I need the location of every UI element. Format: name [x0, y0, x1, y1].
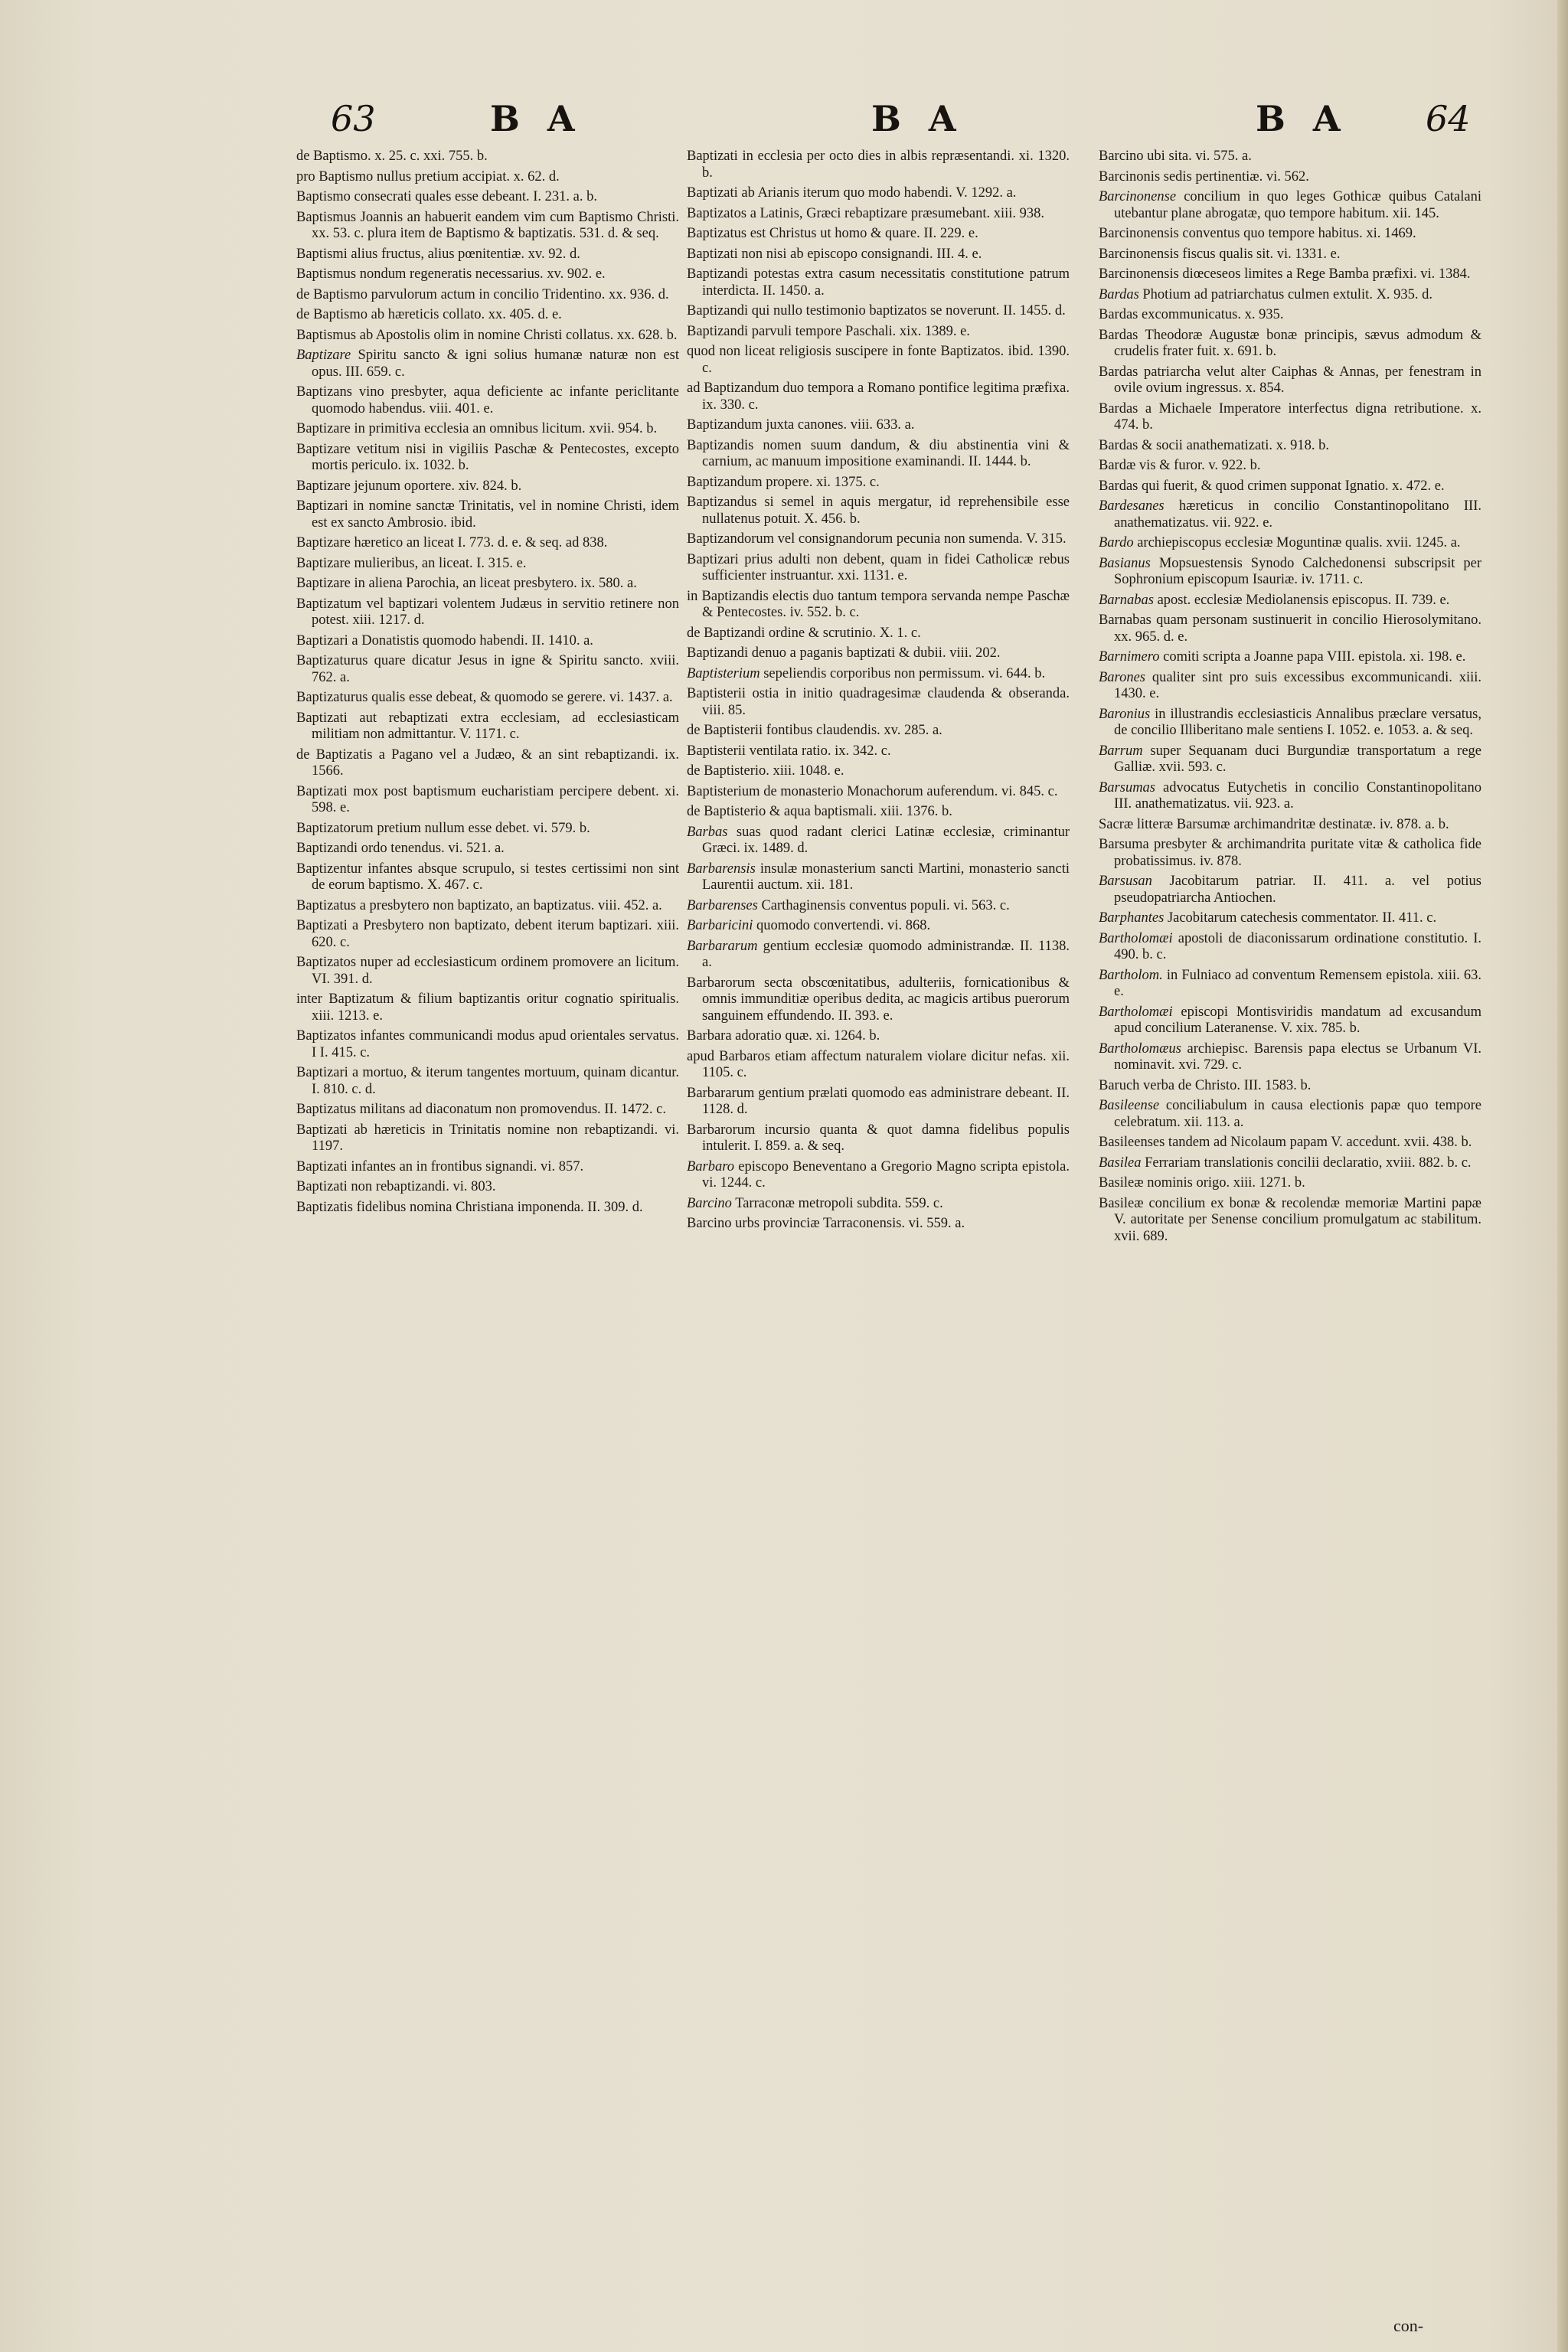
index-entry: [687, 324, 1070, 341]
index-entry: [296, 1159, 679, 1176]
index-entry-text: apud Barbaros etiam affectum naturalem violare dicitur nefas. xii. 1105. c.: [687, 1048, 1070, 1080]
index-entry-text: Baptismus nondum regeneratis necessarius. xv. 902. e.: [296, 266, 606, 282]
index-entry: [687, 149, 1070, 181]
index-entry: [296, 535, 679, 552]
index-entry-text: Baptizare in aliena Parochia, an liceat presbytero. ix. 580. a.: [296, 576, 637, 591]
index-entry-text: Baptizari prius adulti non debent, quam in fidei Catholicæ rebus sufficienter instruantur. xxi. 1131. e.: [687, 551, 1070, 583]
index-entry-text: de Baptismo. x. 25. c. xxi. 755. b.: [296, 149, 488, 164]
index-lemma: Barrum: [1099, 743, 1143, 759]
index-entry-text: Baptizatus militans ad diaconatum non promovendus. II. 1472. c.: [296, 1102, 666, 1117]
index-entry: [1099, 266, 1481, 283]
index-entry: [687, 825, 1070, 858]
index-entry: [296, 784, 679, 817]
index-entry-text: de Baptismo ab hæreticis collato. xx. 405. d. e.: [296, 307, 562, 322]
index-entry: [296, 991, 679, 1024]
index-lemma: Bartholomæi: [1099, 1004, 1173, 1020]
index-entry: [687, 939, 1070, 972]
index-entry-text: Bardas excommunicatus. x. 935.: [1099, 307, 1284, 322]
index-entry: [296, 328, 679, 345]
index-entry-text: de Baptisterii fontibus claudendis. xv. 285. a.: [687, 723, 942, 738]
index-lemma: Barbararum: [687, 938, 758, 954]
index-entry-text: Baptizandi potestas extra casum necessitatis constitutione patrum interdicta. II. 1450. a.: [687, 266, 1070, 299]
index-entry-text: Baptizandis nomen suum dandum, & diu abstinentia vini & carnium, ac manuum impositione examinandi. II. 1444. b.: [687, 437, 1070, 469]
index-entry: [296, 690, 679, 707]
index-entry-text: Barcinonensis fiscus qualis sit. vi. 1331. e.: [1099, 246, 1341, 262]
index-entry-text: Barcinonis sedis pertinentiæ. vi. 562.: [1099, 168, 1309, 185]
index-entry-text: Baptizatis fidelibus nomina Christiana imponenda. II. 309. d.: [296, 1199, 643, 1215]
index-entry: [296, 266, 679, 283]
index-entry-text: advocatus Eutychetis in concilio Constantinopolitano III. anathematizatus. vii. 923. a.: [1114, 779, 1481, 812]
index-entry-text: Baptizatorum pretium nullum esse debet. vi. 579. b.: [296, 820, 590, 836]
index-entry: [687, 763, 1070, 780]
index-column-3: [1099, 149, 1481, 1249]
index-entry: [687, 381, 1070, 413]
index-entry-text: Baptizari a mortuo, & iterum tangentes mortuum, quinam dicantur. I. 810. c. d.: [296, 1065, 679, 1097]
index-entry-text: Bardas patriarcha velut alter Caiphas & Annas, per fenestram in ovile ovium ingressus. x. 854.: [1099, 364, 1481, 396]
index-entry: [296, 861, 679, 894]
index-entry-text: Baptismo consecrati quales esse debeant. I. 231. a. b.: [296, 189, 598, 204]
index-entry: [296, 1028, 679, 1061]
index-entry-text: Baruch verba de Christo. III. 1583. b.: [1099, 1077, 1312, 1093]
index-column-1: [296, 149, 679, 1220]
index-entry: [296, 821, 679, 838]
index-entry-text: Carthaginensis conventus populi. vi. 563. c.: [757, 897, 1010, 913]
right-page-number: 64: [1426, 98, 1471, 139]
index-entry-text: Baptismus Joannis an habuerit eandem vim cum Baptismo Christi. xx. 53. c. plura item de Baptismo & baptizatis. 531. d. & seq.: [296, 209, 679, 241]
left-column-heading: B A: [490, 98, 583, 139]
index-entry-text: conciliabulum in causa electionis papæ quo tempore celebratum. xii. 113. a.: [1114, 1098, 1481, 1130]
index-entry-text: qualiter sint pro suis excessibus excommunicandi. xiii. 1430. e.: [1114, 669, 1481, 701]
index-entry: [296, 1065, 679, 1098]
index-entry: [687, 344, 1070, 377]
index-entry-text: Barcino ubi sita. vi. 575. a.: [1099, 149, 1252, 164]
index-entry: [296, 149, 679, 165]
index-entry-text: pro Baptismo nullus pretium accipiat. x. 62. d.: [296, 168, 560, 185]
index-entry: [687, 743, 1070, 760]
index-entry-text: episcopo Beneventano a Gregorio Magno scripta epistola. vi. 1244. c.: [702, 1158, 1070, 1191]
index-entry-text: Baptizare in primitiva ecclesia an omnibus licitum. xvii. 954. b.: [296, 421, 658, 436]
index-entry: [687, 185, 1070, 202]
index-entry-text: de Baptisterio & aqua baptismali. xiii. 1376. b.: [687, 804, 952, 819]
index-entry-text: de Baptizatis a Pagano vel a Judæo, & an sint rebaptizandi. ix. 1566.: [296, 746, 679, 779]
right-column-heading: B A: [1256, 98, 1348, 139]
index-entry: [687, 1196, 1070, 1213]
index-entry: [1099, 189, 1481, 222]
index-entry: [296, 710, 679, 743]
index-entry: [1099, 837, 1481, 870]
index-entry: [1099, 743, 1481, 776]
index-entry: [1099, 328, 1481, 361]
index-entry: [296, 898, 679, 915]
index-lemma: Barphantes: [1099, 910, 1165, 926]
index-entry: [687, 686, 1070, 719]
index-entry-text: Baptisterii ostia in initio quadragesimæ claudenda & obseranda. viii. 85.: [687, 686, 1070, 718]
index-entry: [687, 438, 1070, 471]
index-lemma: Barcinonense: [1099, 189, 1177, 204]
index-entry: [1099, 226, 1481, 243]
index-entry: [296, 841, 679, 858]
index-entry: [296, 1122, 679, 1155]
index-entry: [687, 861, 1070, 894]
index-entry: [1099, 498, 1481, 531]
index-entry: [1099, 593, 1481, 609]
index-entry-text: Baptizans vino presbyter, aqua deficiente ac infante periclitante quomodo habendus. viii. 401. e.: [296, 384, 679, 416]
index-lemma: Baptizare: [296, 348, 351, 363]
index-entry-text: inter Baptizatum & filium baptizantis oritur cognatio spiritualis. xiii. 1213. e.: [296, 991, 679, 1024]
index-entry-text: Baptizatus est Christus ut homo & quare. II. 229. e.: [687, 226, 978, 241]
index-lemma: Bardas: [1099, 286, 1139, 302]
index-entry: [687, 784, 1070, 801]
index-entry: [687, 1159, 1070, 1192]
index-entry-text: Baptizaturus qualis esse debeat, & quomodo se gerere. vi. 1437. a.: [296, 690, 673, 705]
index-entry: [296, 210, 679, 243]
page-edge: [1557, 0, 1568, 2352]
index-entry-text: Barnabas quam personam sustinuerit in concilio Hierosolymitano. xx. 965. d. e.: [1099, 612, 1481, 645]
index-entry-text: Baptizatum vel baptizari volentem Judæus in servitio retinere non potest. xiii. 1217. d.: [296, 596, 679, 628]
index-entry-text: Basileæ concilium ex bonæ & recolendæ memoriæ Martini papæ V. autoritate per Senense concilium promulgatum ac stabilitum. xvii. 689.: [1099, 1195, 1481, 1244]
index-entry-text: Baptisterii ventilata ratio. ix. 342. c.: [687, 743, 891, 759]
index-entry-text: Baptizare mulieribus, an liceat. I. 315. e.: [296, 555, 527, 571]
index-entry: [687, 303, 1070, 320]
index-entry: [687, 589, 1070, 622]
index-entry-text: Jacobitarum patriar. II. 411. a. vel potius pseudopatriarcha Antiochen.: [1114, 874, 1481, 906]
index-entry: [687, 804, 1070, 821]
index-entry: [1099, 247, 1481, 263]
index-entry: [1099, 307, 1481, 324]
index-entry: [687, 531, 1070, 548]
index-entry: [687, 495, 1070, 528]
left-page-number: 63: [331, 98, 376, 139]
index-entry: [296, 479, 679, 495]
index-entry: [296, 653, 679, 686]
index-entry: [1099, 931, 1481, 964]
index-entry: [1099, 1041, 1481, 1074]
index-entry: [296, 442, 679, 475]
index-lemma: Bartholomæus: [1099, 1040, 1181, 1057]
index-entry: [296, 287, 679, 304]
index-entry: [687, 645, 1070, 662]
index-entry-text: Baptizandum propere. xi. 1375. c.: [687, 474, 880, 490]
index-entry: [1099, 1098, 1481, 1131]
index-entry-text: Ferrariam translationis concilii declaratio, xviii. 882. b. c.: [1141, 1155, 1472, 1171]
index-entry-text: Baptizaturus quare dicatur Jesus in igne & Spiritu sancto. xviii. 762. a.: [296, 653, 679, 685]
index-entry: [296, 1102, 679, 1119]
index-entry-text: Baptizati non rebaptizandi. vi. 803.: [296, 1179, 496, 1194]
index-entry-text: Barbarorum secta obscœnitatibus, adulteriis, fornicationibus & omnis immunditiæ operibus dedita, ac magicis artibus puerorum sanguinem effundendo. II. 393. e.: [687, 975, 1070, 1024]
index-entry: [687, 417, 1070, 434]
index-entry-text: ad Baptizandum duo tempora a Romano pontifice legitima præfixa. ix. 330. c.: [687, 381, 1070, 413]
index-entry: [687, 266, 1070, 299]
index-entry-text: insulæ monasterium sancti Martini, monasterio sancti Laurentii auctum. xii. 181.: [702, 861, 1070, 893]
index-entry-text: apostoli de diaconissarum ordinatione constitutio. I. 490. b. c.: [1114, 930, 1481, 962]
index-entry-text: Jacobitarum catechesis commentator. II. 411. c.: [1164, 910, 1437, 926]
index-entry: [296, 556, 679, 573]
index-entry: [687, 723, 1070, 740]
index-entry: [1099, 364, 1481, 397]
index-lemma: Barsusan: [1099, 874, 1152, 889]
index-entry-text: Spiritu sancto & igni solius humanæ naturæ non est opus. III. 659. c.: [312, 348, 679, 380]
index-entry-text: Baptizandi parvuli tempore Paschali. xix. 1389. e.: [687, 323, 970, 339]
index-entry-text: Baptizati mox post baptismum eucharistiam percipere debent. xi. 598. e.: [296, 783, 679, 815]
index-entry: [1099, 401, 1481, 434]
index-entry-text: Baptizatus a presbytero non baptizato, an baptizatus. viii. 452. a.: [296, 897, 662, 913]
index-entry-text: Barcino urbs provinciæ Tarraconensis. vi. 559. a.: [687, 1216, 965, 1231]
index-entry: [687, 1049, 1070, 1082]
index-entry: [1099, 910, 1481, 927]
index-entry-text: Baptizari in nomine sanctæ Trinitatis, vel in nomine Christi, idem est ex sancto Ambrosio. ibid.: [296, 498, 679, 531]
index-entry-text: Basileenses tandem ad Nicolaum papam V. accedunt. xvii. 438. b.: [1099, 1135, 1472, 1150]
index-entry-text: Baptizatos infantes communicandi modus apud orientales servatus. I I. 415. c.: [296, 1028, 679, 1060]
index-entry-text: Baptismus ab Apostolis olim in nomine Christi collatus. xx. 628. b.: [296, 327, 678, 343]
index-entry-text: Baptizati ab Arianis iterum quo modo habendi. V. 1292. a.: [687, 185, 1017, 201]
index-entry-text: Barcinonensis diœceseos limites a Rege Bamba præfixi. vi. 1384.: [1099, 266, 1471, 282]
index-entry: [1099, 649, 1481, 666]
index-entry: [1099, 149, 1481, 165]
index-entry-text: concilium in quo leges Gothicæ quibus Catalani utebantur plane abrogatæ, quo tempore habitum. xii. 145.: [1114, 189, 1481, 221]
index-lemma: Barnabas: [1099, 592, 1154, 608]
index-entry: [1099, 1004, 1481, 1037]
index-lemma: Baptisterium: [687, 665, 760, 681]
index-lemma: Barbaro: [687, 1158, 735, 1174]
index-entry: [296, 1179, 679, 1196]
index-entry: [1099, 612, 1481, 645]
index-lemma: Barbaricini: [687, 918, 753, 933]
index-entry: [687, 666, 1070, 683]
index-entry-text: in Fulniaco ad conventum Remensem epistola. xiii. 63. e.: [1114, 967, 1481, 999]
index-entry-text: Baptizatos nuper ad ecclesiasticum ordinem promovere an licitum. VI. 391. d.: [296, 955, 679, 987]
index-entry: [687, 206, 1070, 223]
index-entry: [296, 169, 679, 186]
index-entry: [296, 348, 679, 381]
index-entry: [687, 552, 1070, 585]
index-entry: [687, 626, 1070, 642]
center-column-heading: B A: [871, 98, 964, 139]
index-column-2: [687, 149, 1070, 1236]
index-lemma: Bartholom.: [1099, 967, 1163, 983]
index-entry: [687, 1122, 1070, 1155]
index-entry-text: archiepisc. Barensis papa electus se Urbanum VI. nominavit. xvi. 729. c.: [1114, 1040, 1481, 1073]
index-lemma: Basileense: [1099, 1098, 1160, 1113]
index-lemma: Barbarenses: [687, 897, 758, 913]
index-entry-text: Bardæ vis & furor. v. 922. b.: [1099, 458, 1261, 473]
index-entry: [1099, 670, 1481, 703]
index-entry-text: Baptizandi ordo tenendus. vi. 521. a.: [296, 841, 505, 856]
index-entry: [687, 975, 1070, 1025]
index-entry: [687, 247, 1070, 263]
index-entry: [1099, 458, 1481, 475]
index-entry: [1099, 1196, 1481, 1246]
index-entry: [296, 918, 679, 951]
index-entry: [1099, 874, 1481, 906]
index-entry-text: Bardas Theodoræ Augustæ bonæ principis, sævus admodum & crudelis frater fuit. x. 691. b.: [1099, 327, 1481, 359]
index-lemma: Barcino: [687, 1195, 732, 1211]
index-entry-text: in Baptizandis electis duo tantum tempora servanda nempe Paschæ & Pentecostes. iv. 552. b. c.: [687, 588, 1070, 620]
index-entry: [687, 1216, 1070, 1233]
index-entry-text: gentium ecclesiæ quomodo administrandæ. II. 1138. a.: [702, 938, 1070, 970]
index-entry: [296, 384, 679, 417]
index-entry-text: Baptizentur infantes absque scrupulo, si testes certissimi non sint de eorum baptismo. X. 467. c.: [296, 861, 679, 893]
index-lemma: Bardo: [1099, 535, 1134, 550]
index-entry: [687, 1028, 1070, 1045]
index-entry: [1099, 1155, 1481, 1172]
index-entry-text: comiti scripta a Joanne papa VIII. epistola. xi. 198. e.: [1159, 649, 1466, 665]
index-entry: [1099, 479, 1481, 495]
index-entry-text: Barbararum gentium prælati quomodo eas administrare debeant. II. 1128. d.: [687, 1085, 1070, 1117]
index-entry-text: Baptizandi denuo a paganis baptizati & dubii. viii. 202.: [687, 645, 1001, 661]
index-entry: [687, 226, 1070, 243]
index-entry: [296, 1200, 679, 1217]
index-lemma: Bartholomæi: [1099, 930, 1173, 946]
index-entry-text: de Baptisterio. xiii. 1048. e.: [687, 763, 844, 779]
index-lemma: Bardesanes: [1099, 498, 1165, 514]
index-entry: [296, 955, 679, 988]
index-entry-text: Barsuma presbyter & archimandrita puritate vitæ & catholica fide probatissimus. iv. 878.: [1099, 837, 1481, 869]
index-entry-text: Baptizare vetitum nisi in vigiliis Paschæ & Pentecostes, excepto mortis periculo. ix. 1032. b.: [296, 441, 679, 473]
index-entry-text: Baptizatos a Latinis, Græci rebaptizare præsumebant. xiii. 938.: [687, 205, 1044, 221]
index-entry: [1099, 535, 1481, 552]
index-entry-text: Sacræ litteræ Barsumæ archimandritæ destinatæ. iv. 878. a. b.: [1099, 816, 1449, 832]
index-entry-text: Baptizare hæretico an liceat I. 773. d. e. & seq. ad 838.: [296, 535, 608, 550]
index-entry-text: Mopsuestensis Synodo Calchedonensi subscripsit per Sophronium episcopum Isauriæ. iv. 1711. c.: [1114, 555, 1481, 587]
index-entry: [1099, 1078, 1481, 1095]
index-entry: [1099, 1175, 1481, 1192]
index-entry-text: Basileæ nominis origo. xiii. 1271. b.: [1099, 1175, 1305, 1191]
index-entry-text: Bardas a Michaele Imperatore interfectus digna retributione. x. 474. b.: [1099, 400, 1481, 433]
index-entry-text: Bardas qui fuerit, & quod crimen supponat Ignatio. x. 472. e.: [1099, 478, 1445, 494]
index-entry: [1099, 707, 1481, 740]
index-entry-text: Baptizandus si semel in aquis mergatur, id reprehensibile esse nullatenus potuit. X. 456. b.: [687, 495, 1070, 527]
index-entry-text: de Baptizandi ordine & scrutinio. X. 1. c.: [687, 625, 921, 641]
index-entry: [296, 576, 679, 593]
index-lemma: Barones: [1099, 669, 1145, 685]
index-lemma: Barsumas: [1099, 779, 1156, 795]
index-entry-text: Photium ad patriarchatus culmen extulit. X. 935. d.: [1138, 286, 1433, 302]
index-entry-text: quomodo convertendi. vi. 868.: [753, 918, 931, 933]
index-entry-text: episcopi Montisviridis mandatum ad excusandum apud concilium Lateranense. V. xix. 785. b.: [1114, 1004, 1481, 1036]
index-entry-text: Baptizandum juxta canones. viii. 633. a.: [687, 417, 915, 433]
index-entry: [1099, 556, 1481, 589]
catchword: con-: [1393, 2316, 1424, 2335]
index-entry-text: Baptizandi qui nullo testimonio baptizatos se noverunt. II. 1455. d.: [687, 303, 1066, 318]
index-entry-text: Baptizare jejunum oportere. xiv. 824. b.: [296, 478, 522, 494]
index-entry-text: Baptizari a Donatistis quomodo habendi. II. 1410. a.: [296, 632, 593, 648]
index-lemma: Barbarensis: [687, 861, 756, 877]
index-entry: [296, 421, 679, 438]
index-entry-text: super Sequanam duci Burgundiæ transportatum a rege Galliæ. xvii. 593. c.: [1114, 743, 1481, 775]
index-entry-text: Barbara adoratio quæ. xi. 1264. b.: [687, 1028, 880, 1044]
index-entry: [1099, 968, 1481, 1001]
index-entry: [1099, 169, 1481, 186]
index-entry-text: Baptizati a Presbytero non baptizato, debent iterum baptizari. xiii. 620. c.: [296, 918, 679, 950]
index-entry: [296, 747, 679, 780]
index-entry-text: Baptismi alius fructus, alius pœnitentiæ. xv. 92. d.: [296, 246, 580, 262]
index-entry-text: suas quod radant clerici Latinæ ecclesiæ, criminantur Græci. ix. 1489. d.: [702, 824, 1070, 856]
index-entry-text: de Baptismo parvulorum actum in concilio Tridentino. xx. 936. d.: [296, 286, 669, 302]
index-entry-text: Baptizati infantes an in frontibus signandi. vi. 857.: [296, 1158, 584, 1174]
index-lemma: Basianus: [1099, 555, 1151, 571]
index-entry: [1099, 780, 1481, 813]
index-lemma: Barnimero: [1099, 649, 1160, 665]
index-entry-text: Baptizati non nisi ab episcopo consignandi. III. 4. e.: [687, 246, 982, 262]
index-entry: [687, 1086, 1070, 1119]
index-entry: [296, 633, 679, 650]
index-entry: [296, 596, 679, 629]
index-entry-text: in illustrandis ecclesiasticis Annalibus præclare versatus, de concilio Illiberitano male sentiens I. 1052. e. 1053. a. & seq.: [1114, 706, 1481, 738]
index-entry-text: Baptizati in ecclesia per octo dies in albis repræsentandi. xi. 1320. b.: [687, 149, 1070, 181]
index-entry: [1099, 1135, 1481, 1152]
index-entry-text: Baptizandorum vel consignandorum pecunia non sumenda. V. 315.: [687, 531, 1067, 547]
index-entry: [296, 498, 679, 531]
index-entry-text: sepeliendis corporibus non permissum. vi. 644. b.: [760, 665, 1046, 681]
index-entry-text: hæreticus in concilio Constantinopolitano III. anathematizatus. vii. 922. e.: [1114, 498, 1481, 531]
index-entry-text: apost. ecclesiæ Mediolanensis episcopus. II. 739. e.: [1153, 592, 1450, 608]
index-entry-text: Barbarorum incursio quanta & quot damna fidelibus populis intulerit. I. 859. a. & seq.: [687, 1122, 1070, 1154]
index-entry: [296, 307, 679, 324]
index-entry-text: Bardas & socii anathematizati. x. 918. b.: [1099, 437, 1330, 453]
index-entry-text: archiepiscopus ecclesiæ Moguntinæ qualis. xvii. 1245. a.: [1133, 535, 1461, 550]
index-entry: [1099, 287, 1481, 304]
index-lemma: Basilea: [1099, 1155, 1142, 1171]
index-entry-text: Barcinonensis conventus quo tempore habitus. xi. 1469.: [1099, 226, 1416, 241]
index-entry: [1099, 817, 1481, 834]
index-entry-text: quod non liceat religiosis suscipere in fonte Baptizatos. ibid. 1390. c.: [687, 344, 1070, 376]
index-entry: [687, 475, 1070, 492]
index-entry: [1099, 438, 1481, 455]
index-entry-text: Baptizati aut rebaptizati extra ecclesiam, ad ecclesiasticam militiam non admittantur. V. 1171. c.: [296, 710, 679, 742]
index-entry: [687, 898, 1070, 915]
index-lemma: Baronius: [1099, 706, 1151, 722]
index-entry-text: Baptizati ab hæreticis in Trinitatis nomine non rebaptizandi. vi. 1197.: [296, 1122, 679, 1154]
index-entry: [687, 918, 1070, 935]
index-entry: [296, 189, 679, 206]
index-entry-text: Baptisterium de monasterio Monachorum auferendum. vi. 845. c.: [687, 783, 1058, 799]
index-lemma: Barbas: [687, 824, 728, 840]
index-entry: [296, 247, 679, 263]
index-entry-text: Tarraconæ metropoli subdita. 559. c.: [731, 1195, 943, 1211]
